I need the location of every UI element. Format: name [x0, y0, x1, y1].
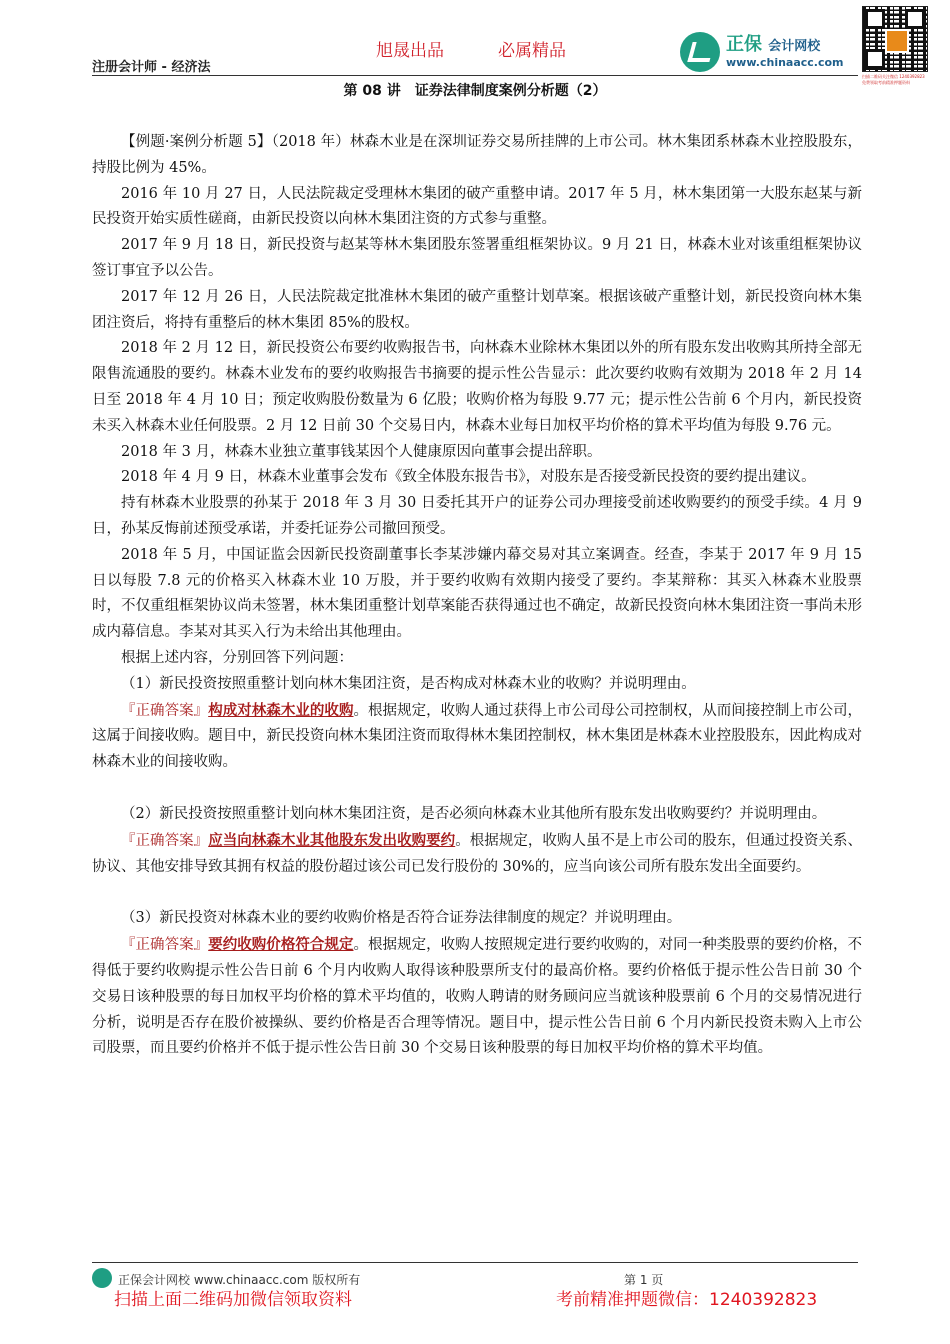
footer-copyright: 正保会计网校 www.chinaacc.com 版权所有: [118, 1273, 361, 1287]
answer-key: 构成对林森木业的收购: [208, 701, 354, 719]
question-2: （2）新民投资按照重整计划向林木集团注资，是否必须向林森木业其他所有股东发出收购要约？并说明理由。: [121, 805, 827, 822]
brand-name: 正保 会计网校: [726, 34, 821, 55]
paragraph: 2018 年 3 月，林森木业独立董事钱某因个人健康原因向董事会提出辞职。: [121, 443, 602, 460]
paragraph: 2018 年 2 月 12 日，新民投资公布要约收购报告书，向林森木业除林木集团以外的所有股东发出收购其所持全部无限售流通股的要约。林森木业发布的要约收购报告书摘要的提示性公告显示：此次要约收购有效期为 2018 年 2 月 14 日至 2018 年 4 月 10 日；预定收购股份数量为 6 亿股；收购价格为每股 9.77 元；提示性公告前 6 个月内，新民投资未买入林森木业任何股票。2 月 12 日前 30 个交易日内，林森木业每日加权平均价格的算术平均值为每股 9.76 元。: [92, 340, 862, 434]
answer-3: 『正确答案』要约收购价格符合规定。根据规定，收购人按照规定进行要约收购的，对同一种类股票的要约价格，不得低于要约收购提示性公告日前 6 个月内收购人取得该种股票所支付的最高价格。要约价格低于提示性公告日前 30 个交易日该种股票的每日加权平均价格的算术平均值的，收购人聘请的财务顾问应当就该种股票前 6 个月的交易情况进行分析，说明是否存在股价被操纵、要约价格是否合理等情况。题目中，提示性公告日前 6 个月内新民投资未购入上市公司股票，而且要约价格并不低于提示性公告日前 30 个交易日该种股票的每日加权平均价格的算术平均值。: [92, 936, 863, 1057]
qr-code-icon: [862, 6, 928, 72]
page-title: 第 08 讲 证券法律制度案例分析题（2）: [343, 83, 607, 99]
brand-logo[interactable]: [680, 26, 860, 78]
paragraph: 2017 年 9 月 18 日，新民投资与赵某等林木集团股东签署重组框架协议。9 月 21 日，林森木业对该重组框架协议签订事宜予以公告。: [92, 237, 862, 279]
brand-logo-icon: [680, 32, 720, 72]
paragraph: 2016 年 10 月 27 日，人民法院裁定受理林木集团的破产重整申请。2017 年 5 月，林木集团第一大股东赵某与新民投资开始实质性磋商，由新民投资以向林木集团注资的方式参与重整。: [92, 185, 862, 228]
paragraph: 2018 年 5 月，中国证监会因新民投资副董事长李某涉嫌内幕交易对其立案调查。经查，李某于 2017 年 9 月 15 日以每股 7.8 元的价格买入林森木业 10 万股，并于要约收购有效期内接受了要约。李某辩称：其买入林森木业股票时，不仅重组框架协议尚未签署，林木集团重整计划草案能否获得通过也不确定，故新民投资向林木集团注资一事尚未形成内幕信息。李某对其买入行为未给出其他理由。: [92, 546, 862, 641]
answer-key: 要约收购价格符合规定: [208, 936, 354, 954]
document-body: [92, 130, 862, 1062]
paragraph: 2018 年 4 月 9 日，林森木业董事会发布《致全体股东报告书》，对股东是否接受新民投资的要约提出建议。: [121, 469, 816, 486]
slogan-secondary: 必属精品: [498, 41, 566, 61]
promo-wechat: 考前精准押题微信：1240392823: [556, 1290, 818, 1310]
header-divider: [92, 75, 858, 76]
answer-1: 『正确答案』构成对林森木业的收购。根据规定，收购人通过获得上市公司母公司控制权，从而间接控制上市公司，这属于间接收购。题目中，新民投资向林木集团注资而取得林木集团控制权，林木集团是林森木业控股股东，因此构成对林森木业的间接收购。: [92, 701, 863, 771]
question-3: （3）新民投资对林森木业的要约收购价格是否符合证券法律制度的规定？并说明理由。: [121, 910, 682, 927]
answer-label: 『正确答案』: [121, 832, 209, 849]
footer-divider: [92, 1262, 858, 1263]
answer-label: 『正确答案』: [121, 702, 209, 719]
course-name: 注册会计师 - 经济法: [92, 60, 211, 75]
paragraph: 2017 年 12 月 26 日，人民法院裁定批准林木集团的破产重整计划草案。根据该破产重整计划，新民投资向林木集团注资后，将持有重整后的林木集团 85%的股权。: [92, 288, 862, 331]
page-number: 第 1 页: [624, 1273, 664, 1287]
brand-url: www.chinaacc.com: [726, 56, 844, 69]
answer-key: 应当向林森木业其他股东发出收购要约: [208, 831, 456, 849]
paragraph: 根据上述内容，分别回答下列问题：: [121, 649, 353, 666]
question-1: （1）新民投资按照重整计划向林木集团注资，是否构成对林森木业的收购？并说明理由。: [121, 675, 696, 692]
promo-qr-note: 扫描上面二维码加微信领取资料: [114, 1290, 352, 1310]
paragraph: 持有林森木业股票的孙某于 2018 年 3 月 30 日委托其开户的证券公司办理接受前述收购要约的预受手续。4 月 9 日，孙某反悔前述预受承诺，并委托证券公司撤回预受。: [92, 495, 862, 537]
slogan-primary: 旭晟出品: [376, 41, 444, 61]
paragraph: 【例题·案例分析题 5】（2018 年）林森木业是在深圳证券交易所挂牌的上市公司。林木集团系林森木业控股股东，持股比例为 45%。: [92, 134, 862, 176]
answer-2: 『正确答案』应当向林森木业其他股东发出收购要约。根据规定，收购人虽不是上市公司的股东，但通过投资关系、协议、其他安排导致其拥有权益的股份超过该公司已发行股份的 30%的，应当向该公司所有股东发出全面要约。: [92, 831, 863, 875]
answer-label: 『正确答案』: [121, 937, 209, 954]
qr-caption: 扫描二维码关注微信 1240392823 免费领取考前精准押题资料: [862, 74, 925, 85]
footer-logo-icon: [92, 1268, 112, 1288]
